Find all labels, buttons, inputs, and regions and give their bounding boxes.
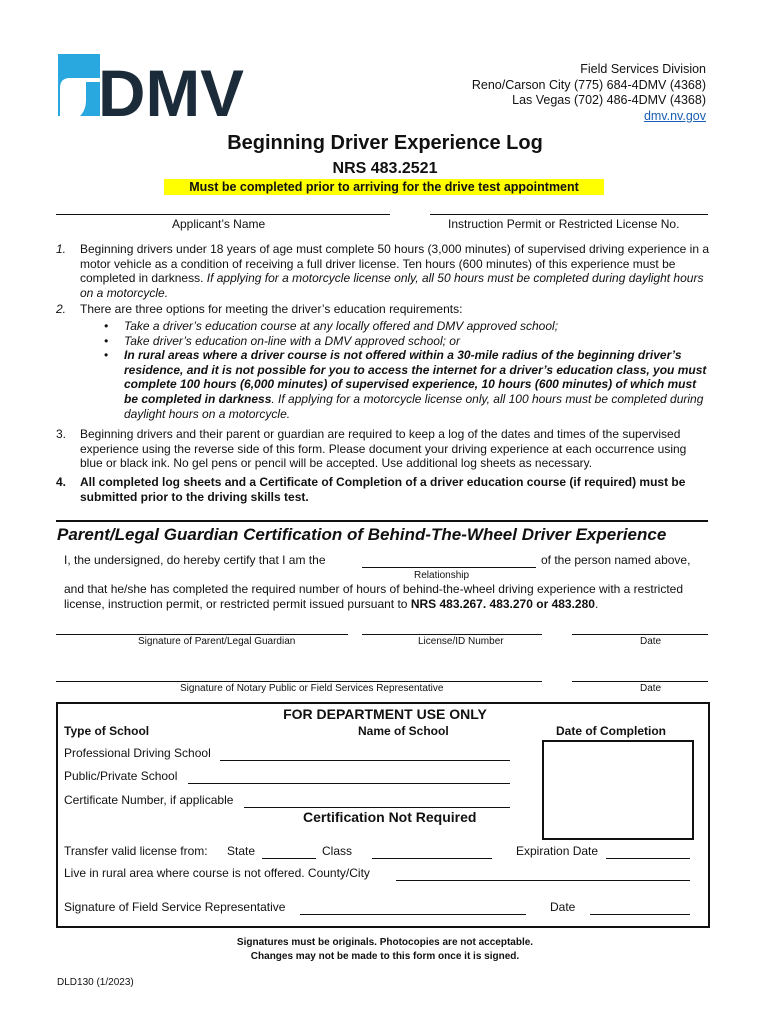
field-rep-signature-label: Signature of Field Service Representative xyxy=(64,900,286,914)
item-number: 1. xyxy=(56,242,67,256)
office-line-division: Field Services Division xyxy=(580,62,706,76)
signature-notice-line: Signatures must be originals. Photocopies are not acceptable. xyxy=(236,937,534,948)
instruction-item xyxy=(56,242,712,300)
completion-notice: Must be completed prior to arriving for the drive test appointment xyxy=(164,179,604,195)
notary-signature-line[interactable] xyxy=(56,681,542,682)
state-label: State xyxy=(227,844,256,858)
type-of-school-label: Type of School xyxy=(64,724,150,738)
instruction-text: All completed log sheets and a Certificate of Completion of a driver education course (if required) must be submitted prior to the driving skills test. xyxy=(80,474,686,504)
office-line-reno: Reno/Carson City (775) 684-4DMV (4368) xyxy=(471,77,706,92)
instruction-text: Beginning drivers and their parent or guardian are required to keep a log of the dates and times of the supervised experience using the reverse side of this form. Please document your driving experience at each occurrence using blue or black ink. No gel pens or pencil will be accepted. Use additional log sheets as necessary. xyxy=(80,427,687,471)
expiration-date-line[interactable] xyxy=(606,858,690,859)
instruction-item xyxy=(56,427,712,471)
option-bullet xyxy=(56,334,712,349)
completion-date-box[interactable] xyxy=(542,740,694,840)
name-of-school-label: Name of School xyxy=(358,724,449,738)
item-number: 3. xyxy=(56,427,67,442)
statute-reference: NRS 483.267. 483.270 or 483.280 xyxy=(410,596,595,611)
public-private-school-line[interactable] xyxy=(188,783,510,784)
date-label: Date xyxy=(640,636,662,647)
statute-number: NRS 483.2521 xyxy=(332,160,438,177)
certify-text-end: of the person named above, xyxy=(541,553,691,567)
date-of-completion-label: Date of Completion xyxy=(556,724,666,738)
option-text: . If applying for a motorcycle license only, all 100 hours must be completed during daylight hours on a motorcycle. xyxy=(124,391,704,421)
relationship-label: Relationship xyxy=(414,570,470,581)
option-text: Take a driver’s education course at any locally offered and DMV approved school; xyxy=(124,318,559,333)
statement-period: . xyxy=(594,596,599,611)
page-title: Beginning Driver Experience Log xyxy=(227,132,543,154)
cert-not-required-heading: Certification Not Required xyxy=(303,809,477,825)
rural-county-label: Live in rural area where course is not offered. County/City xyxy=(64,866,370,880)
parent-signature-label: Signature of Parent/Legal Guardian xyxy=(138,636,296,647)
transfer-label: Transfer valid license from: xyxy=(64,844,208,858)
notary-date-line[interactable] xyxy=(572,681,708,682)
permit-number-line[interactable] xyxy=(430,214,708,215)
office-line-vegas: Las Vegas (702) 486-4DMV (4368) xyxy=(512,93,706,107)
certificate-number-line[interactable] xyxy=(244,807,510,808)
dmv-logo-graphic xyxy=(56,52,246,120)
instruction-text: There are three options for meeting the driver’s education requirements: xyxy=(80,302,463,317)
instruction-item xyxy=(56,475,712,504)
relationship-line[interactable] xyxy=(362,567,536,568)
instructions-list xyxy=(56,242,712,506)
license-id-line[interactable] xyxy=(362,634,542,635)
certification-title: Parent/Legal Guardian Certification of Behind-The-Wheel Driver Experience xyxy=(57,525,667,544)
option-bullet xyxy=(56,348,712,421)
notary-signature-label: Signature of Notary Public or Field Services Representative xyxy=(180,683,444,694)
item-number: 4. xyxy=(56,474,67,489)
class-line[interactable] xyxy=(372,858,492,859)
certify-statement xyxy=(64,582,712,611)
expiration-date-label: Expiration Date xyxy=(516,844,599,858)
state-line[interactable] xyxy=(262,858,316,859)
option-text: Take driver’s education on-line with a DMV approved school; or xyxy=(124,333,460,348)
item-number: 2. xyxy=(56,302,67,317)
dmv-logo xyxy=(56,52,246,120)
field-rep-signature-line[interactable] xyxy=(300,914,526,915)
department-heading: FOR DEPARTMENT USE ONLY xyxy=(283,706,487,722)
applicant-name-line[interactable] xyxy=(56,214,390,215)
bullet-icon: • xyxy=(104,333,109,348)
parent-signature-line[interactable] xyxy=(56,634,348,635)
permit-number-label: Instruction Permit or Restricted License No. xyxy=(448,217,680,231)
bullet-icon: • xyxy=(104,318,109,333)
bullet-icon: • xyxy=(104,348,109,363)
rural-county-line[interactable] xyxy=(396,880,690,881)
section-divider xyxy=(56,520,708,522)
option-bullet xyxy=(56,319,712,334)
class-label: Class xyxy=(322,844,353,858)
form-number: DLD130 (1/2023) xyxy=(57,977,134,988)
option-text: In rural areas where a driver course is not offered within a 30-mile radius of the beginning driver’s residence, and it is not possible for you to access the internet for a driver’s education class, you must complete 100 hours (6,000 minutes) of supervised experience, 10 hours (600 minutes) of which must be completed in darkness xyxy=(124,348,707,406)
professional-school-line[interactable] xyxy=(220,760,510,761)
date-line[interactable] xyxy=(572,634,708,635)
public-private-school-label: Public/Private School xyxy=(64,769,178,783)
instruction-text: If applying for a motorcycle license only, all 50 hours must be completed during daylight hours on a motorcycle. xyxy=(80,271,704,300)
instruction-item xyxy=(56,302,712,317)
notary-date-label: Date xyxy=(640,683,662,694)
instruction-text: Beginning drivers under 18 years of age must complete 50 hours (3,000 minutes) of supervised driving experience in a motor vehicle as a condition of receiving a full driver license. Ten hours (600 minutes) of this experience must be completed in darkness. xyxy=(80,242,710,286)
field-rep-date-line[interactable] xyxy=(590,914,690,915)
certify-statement-text: and that he/she has completed the required number of hours of behind-the-wheel driving experience with a restricted license, instruction permit, or restricted permit issued pursuant to xyxy=(64,582,684,611)
website-link[interactable]: dmv.nv.gov xyxy=(643,108,706,123)
certify-text: I, the undersigned, do hereby certify that I am the xyxy=(64,553,326,567)
certificate-number-label: Certificate Number, if applicable xyxy=(64,793,234,807)
applicant-name-label: Applicant’s Name xyxy=(172,217,266,231)
license-id-label: License/ID Number xyxy=(418,636,504,647)
office-contact xyxy=(472,62,706,124)
field-rep-date-label: Date xyxy=(550,900,576,914)
logo-text: DMV xyxy=(98,56,244,120)
professional-school-label: Professional Driving School xyxy=(64,746,211,760)
signature-notice-line: Changes may not be made to this form once it is signed. xyxy=(250,950,520,962)
signature-notice xyxy=(0,936,770,963)
